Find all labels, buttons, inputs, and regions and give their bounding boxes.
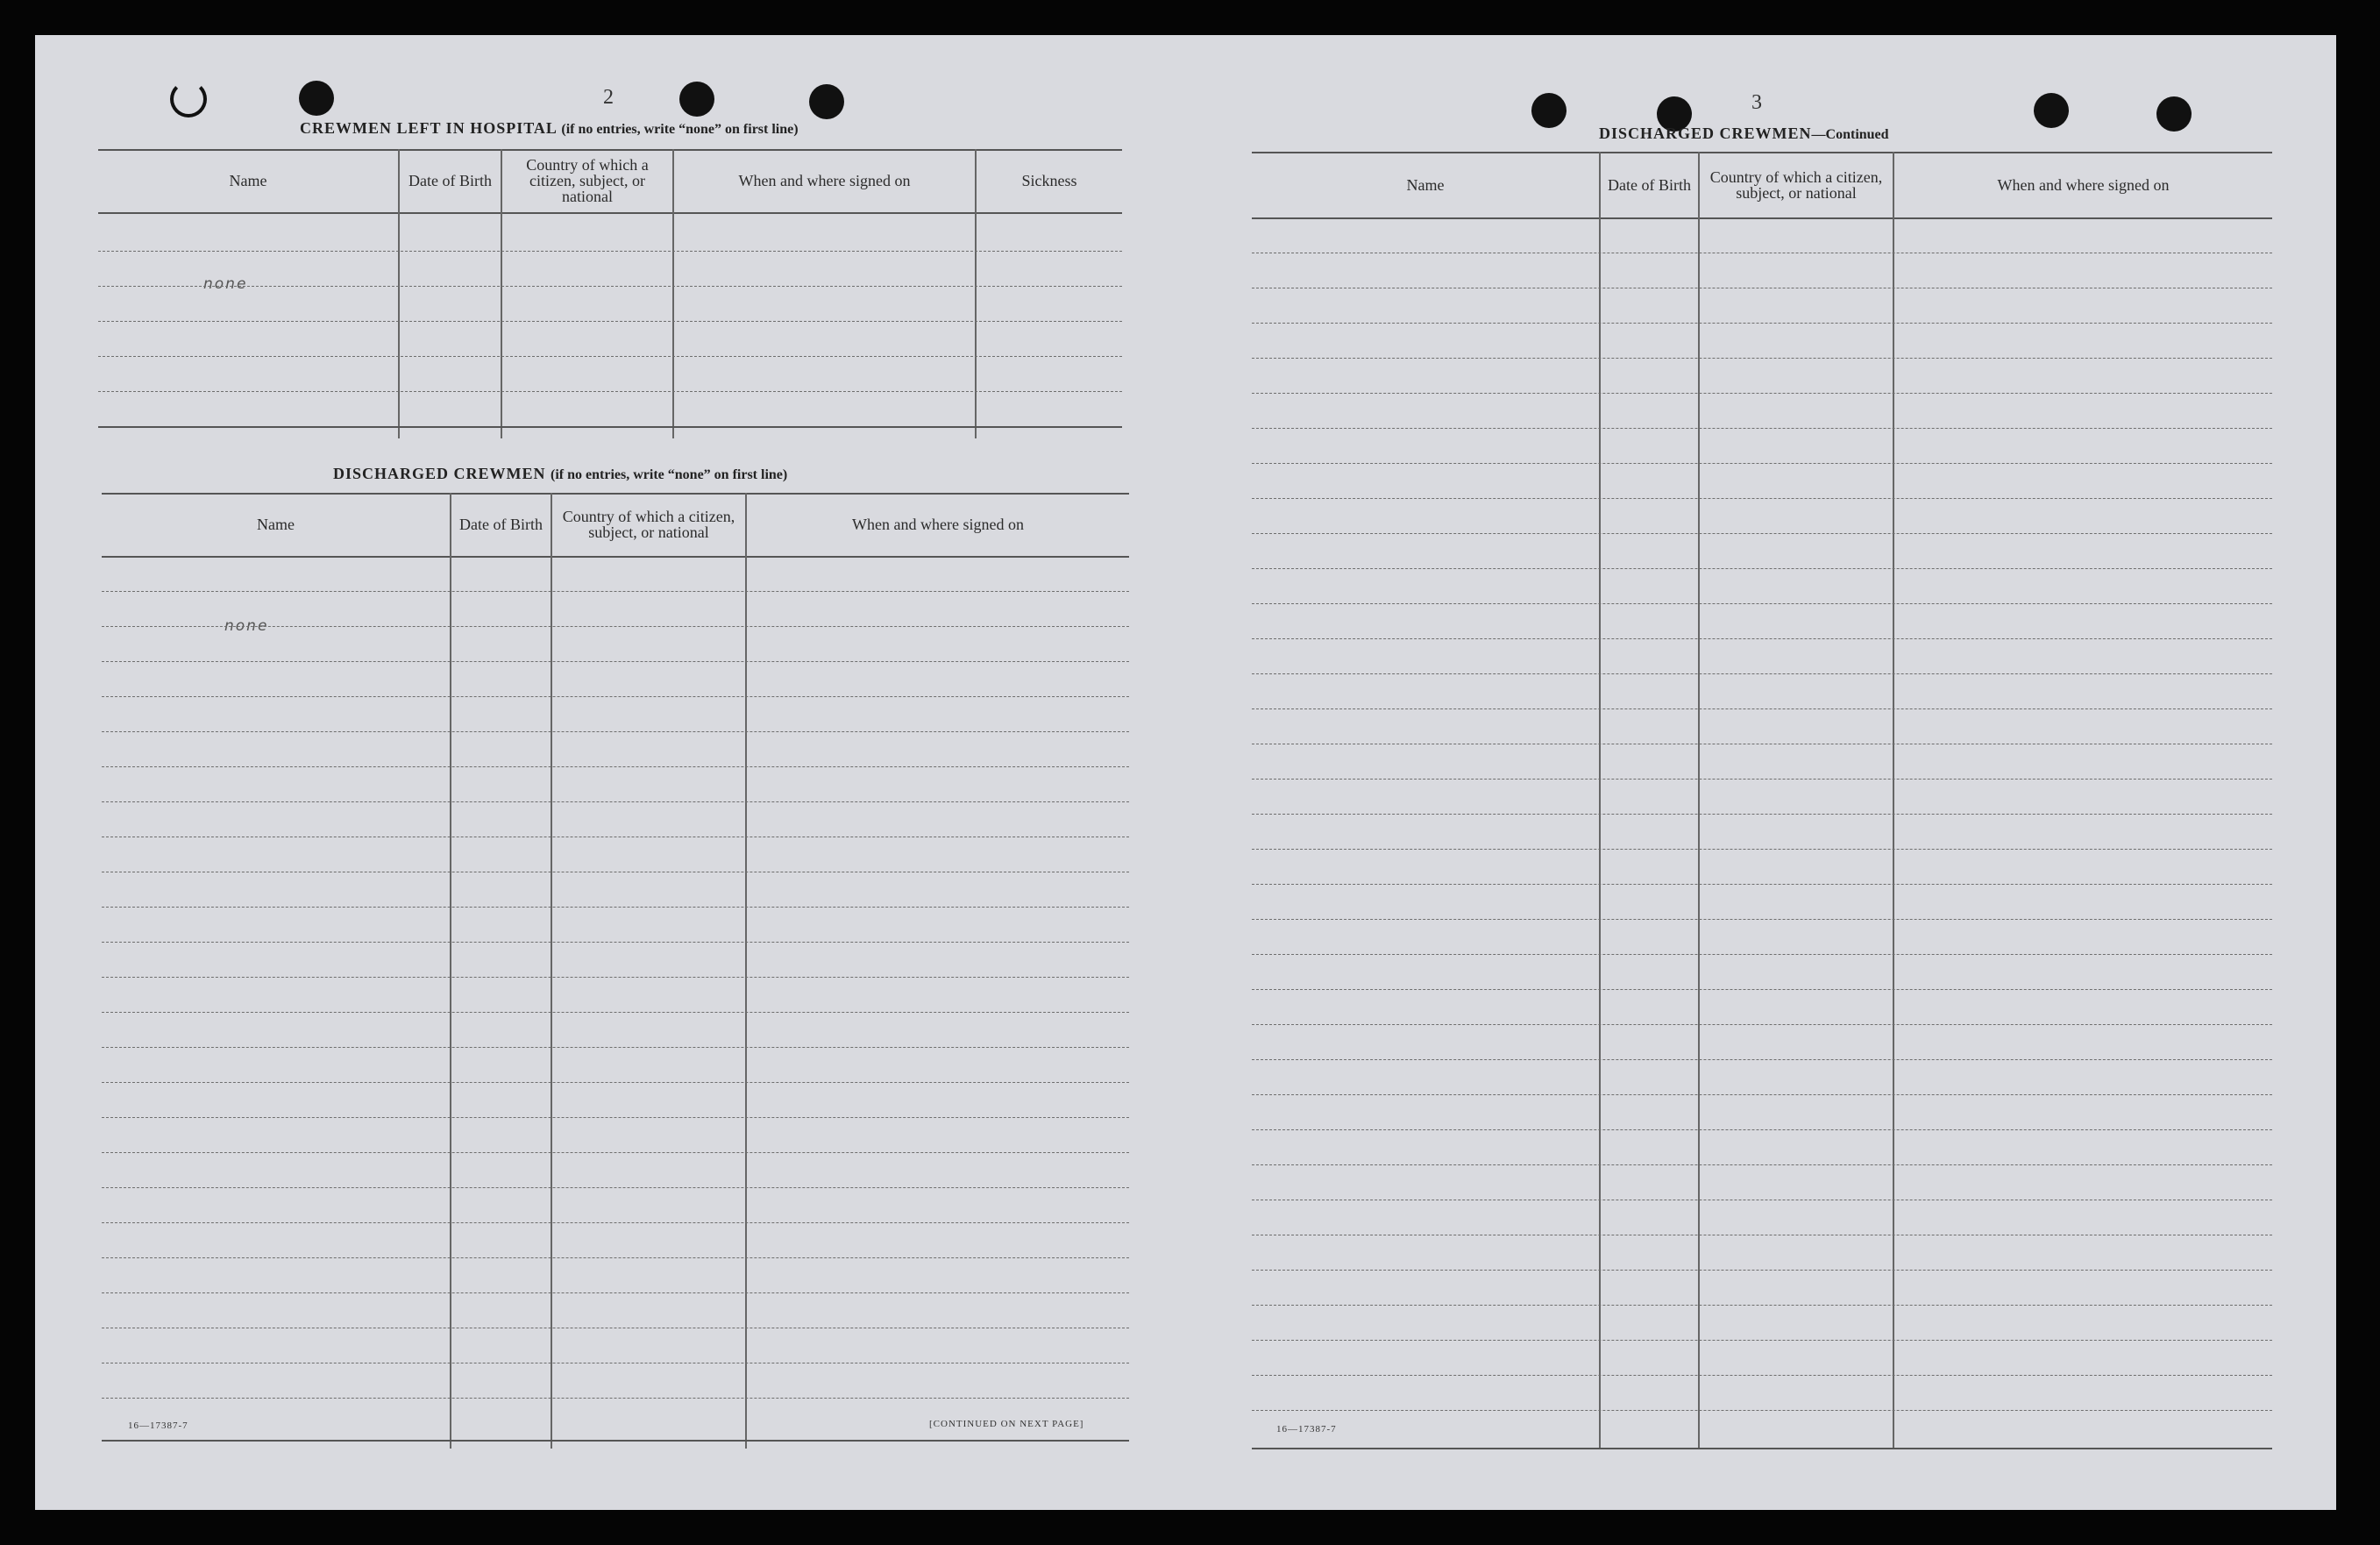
- entry-line: [98, 286, 1122, 287]
- entry-line: [102, 1187, 1129, 1188]
- entry-line: [102, 1082, 1129, 1083]
- entry-line: [1252, 708, 2272, 709]
- discharged-title-text: DISCHARGED CREWMEN: [333, 465, 546, 482]
- entry-line: [98, 356, 1122, 357]
- column-header-signed-on: When and where signed on: [852, 516, 1024, 533]
- punch-hole: [299, 81, 334, 116]
- column-divider: [551, 493, 552, 1449]
- entry-line: [1252, 919, 2272, 920]
- entry-line: [1252, 533, 2272, 534]
- entry-line: [1252, 428, 2272, 429]
- discharged-instruction: (if no entries, write “none” on first line): [551, 467, 788, 482]
- page-number: 2: [603, 86, 614, 109]
- entry-line: [1252, 498, 2272, 499]
- column-divider: [450, 493, 451, 1449]
- entry-line: [1252, 1059, 2272, 1060]
- entry-line: [1252, 1340, 2272, 1341]
- entry-line: [102, 1047, 1129, 1048]
- entry-line: [1252, 954, 2272, 955]
- entry-line: [1252, 638, 2272, 639]
- entry-line: [102, 661, 1129, 662]
- entry-line: [102, 1152, 1129, 1153]
- column-header-name: Name: [1406, 175, 1445, 194]
- page-number: 3: [1751, 91, 1762, 114]
- entry-line: [1252, 989, 2272, 990]
- form-number: 16—17387-7: [1276, 1424, 1337, 1435]
- hospital-section-title: [300, 119, 799, 138]
- entry-line: [102, 626, 1129, 627]
- column-divider: [1599, 152, 1601, 1449]
- entry-line: [102, 731, 1129, 732]
- column-header-signed-on: When and where signed on: [1997, 175, 2170, 194]
- table-bottom-rule: [1252, 1448, 2272, 1449]
- table-bottom-rule: [102, 1440, 1129, 1442]
- entry-line: [102, 1117, 1129, 1118]
- entry-line: [1252, 463, 2272, 464]
- entry-line: [1252, 849, 2272, 850]
- column-header-country: Country of which a citizen, subject, or national: [1709, 167, 1883, 202]
- entry-line: [98, 391, 1122, 392]
- document-sheet: [35, 35, 2336, 1510]
- entry-line: [1252, 393, 2272, 394]
- entry-line: [102, 766, 1129, 767]
- column-divider: [1893, 152, 1894, 1449]
- continued-note: [CONTINUED ON NEXT PAGE]: [929, 1419, 1084, 1429]
- entry-line: [102, 942, 1129, 943]
- column-header-date-of-birth: Date of Birth: [409, 172, 492, 189]
- entry-line: [1252, 814, 2272, 815]
- entry-line: [1252, 1305, 2272, 1306]
- discharged-table: [102, 493, 1129, 1449]
- entry-line: [102, 977, 1129, 978]
- punch-hole: [809, 84, 844, 119]
- entry-line: [102, 591, 1129, 592]
- entry-line: [1252, 1270, 2272, 1271]
- column-header-signed-on: When and where signed on: [738, 172, 911, 189]
- entry-line: [102, 801, 1129, 802]
- entry-line: [102, 1012, 1129, 1013]
- punch-hole: [679, 82, 714, 117]
- hospital-table: [98, 149, 1122, 438]
- entry-line: [102, 1398, 1129, 1399]
- entry-line: [1252, 779, 2272, 780]
- entry-line: [102, 696, 1129, 697]
- entry-line: [102, 1222, 1129, 1223]
- handwritten-entry: none: [224, 617, 269, 635]
- entry-line: [1252, 323, 2272, 324]
- handwritten-entry: none: [203, 275, 248, 293]
- column-header-sickness: Sickness: [1021, 172, 1077, 189]
- entry-line: [1252, 1024, 2272, 1025]
- entry-line: [1252, 358, 2272, 359]
- column-header-name: Name: [229, 172, 267, 189]
- punch-hole: [170, 81, 207, 117]
- entry-line: [98, 321, 1122, 322]
- punch-hole: [1531, 93, 1567, 128]
- entry-line: [1252, 673, 2272, 674]
- column-header-name: Name: [257, 516, 295, 533]
- entry-line: [1252, 1129, 2272, 1130]
- column-divider: [745, 493, 747, 1449]
- column-header-country: Country of which a citizen, subject, or national: [526, 156, 649, 205]
- entry-line: [102, 1257, 1129, 1258]
- entry-line: [102, 1292, 1129, 1293]
- entry-line: [1252, 884, 2272, 885]
- hospital-title-text: CREWMEN LEFT IN HOSPITAL: [300, 119, 557, 137]
- punch-hole: [2156, 96, 2192, 132]
- form-number: 16—17387-7: [128, 1420, 188, 1431]
- table-bottom-rule: [98, 426, 1122, 428]
- discharged-continued-title: [1599, 125, 1889, 143]
- discharged-continued-table: [1252, 152, 2272, 1449]
- column-header-date-of-birth: Date of Birth: [1608, 175, 1691, 194]
- entry-line: [98, 251, 1122, 252]
- entry-line: [1252, 568, 2272, 569]
- punch-hole: [2034, 93, 2069, 128]
- continued-suffix: —Continued: [1811, 127, 1889, 142]
- entry-line: [1252, 1410, 2272, 1411]
- entry-line: [1252, 1164, 2272, 1165]
- entry-line: [1252, 1375, 2272, 1376]
- discharged-section-title: [333, 465, 787, 483]
- entry-line: [1252, 603, 2272, 604]
- entry-line: [102, 907, 1129, 908]
- column-header-date-of-birth: Date of Birth: [459, 516, 543, 533]
- column-divider: [1698, 152, 1700, 1449]
- entry-line: [1252, 1094, 2272, 1095]
- discharged-continued-text: DISCHARGED CREWMEN: [1599, 125, 1812, 142]
- hospital-instruction: (if no entries, write “none” on first line): [561, 122, 799, 137]
- column-header-country: Country of which a citizen, subject, or national: [562, 508, 735, 541]
